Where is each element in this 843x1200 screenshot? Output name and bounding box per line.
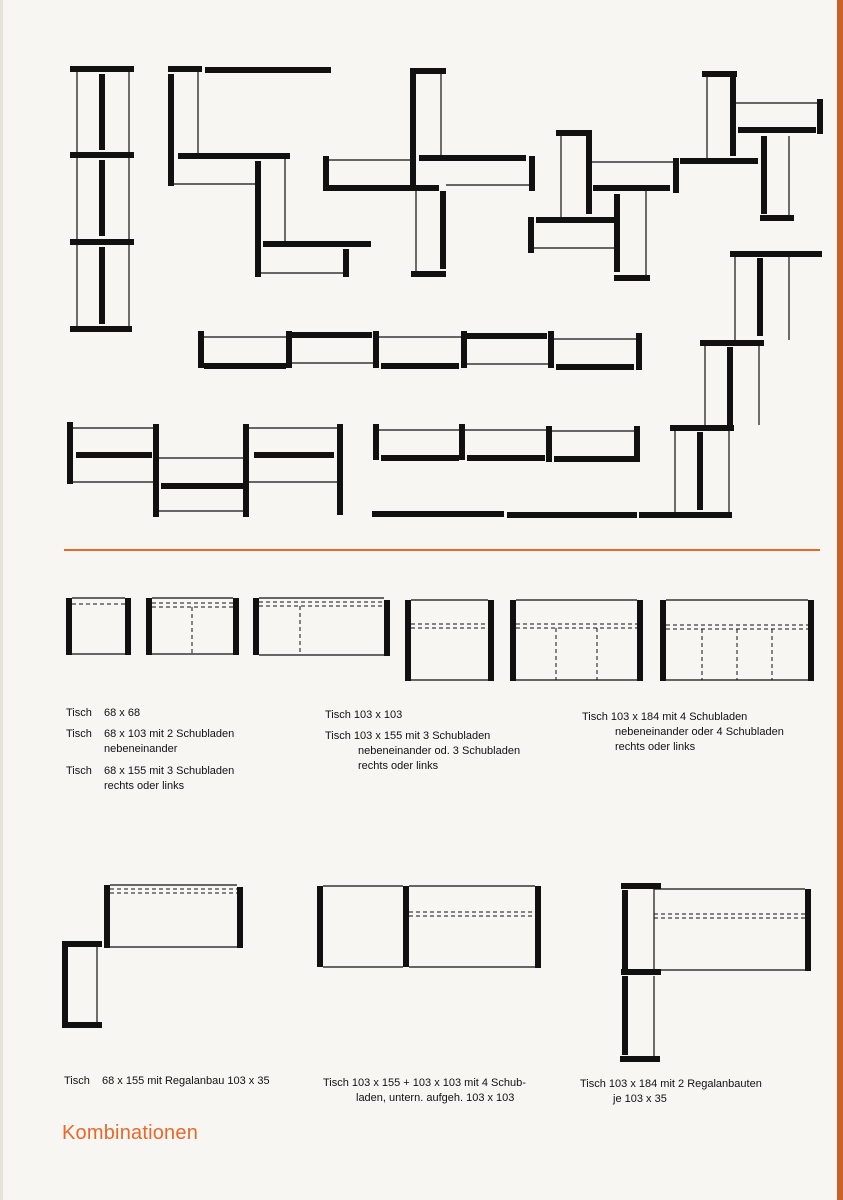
caption-combination-2-regalanbauten (580, 1077, 762, 1107)
caption-text: je 103 x 35 (613, 1093, 667, 1105)
caption-label: Tisch (66, 765, 92, 777)
caption-text: Tisch 103 x 184 mit 4 Schubladen (582, 711, 748, 723)
caption-text: Tisch 103 x 184 mit 2 Regalanbauten (580, 1078, 762, 1090)
caption-text: rechts oder links (104, 780, 185, 792)
caption-label: Tisch (64, 1075, 90, 1087)
caption-text: 68 x 103 mit 2 Schubladen (104, 728, 235, 740)
caption-text: nebeneinander od. 3 Schubladen (358, 745, 521, 757)
caption-text: rechts oder links (358, 760, 439, 772)
caption-text: laden, untern. aufgeh. 103 x 103 (356, 1092, 515, 1104)
caption-text: nebeneinander oder 4 Schubladen (615, 726, 784, 738)
caption-text: Tisch 103 x 155 mit 3 Schubladen (325, 730, 491, 742)
caption-text: 68 x 155 mit 3 Schubladen (104, 765, 235, 777)
page-heading: Kombinationen (62, 1122, 199, 1144)
caption-label: Tisch (66, 707, 92, 719)
caption-combination-regalanbau (64, 1074, 270, 1089)
caption-text: 68 x 68 (104, 707, 141, 719)
caption-text: rechts oder links (615, 741, 696, 753)
caption-text: 68 x 155 mit Regalanbau 103 x 35 (102, 1075, 270, 1087)
caption-text: Tisch 103 x 155 + 103 x 103 mit 4 Schub- (323, 1077, 526, 1089)
caption-text: Tisch 103 x 103 (325, 709, 403, 721)
caption-combination-4-schubladen (323, 1076, 526, 1106)
caption-label: Tisch (66, 728, 92, 740)
caption-text: nebeneinander (104, 743, 178, 755)
